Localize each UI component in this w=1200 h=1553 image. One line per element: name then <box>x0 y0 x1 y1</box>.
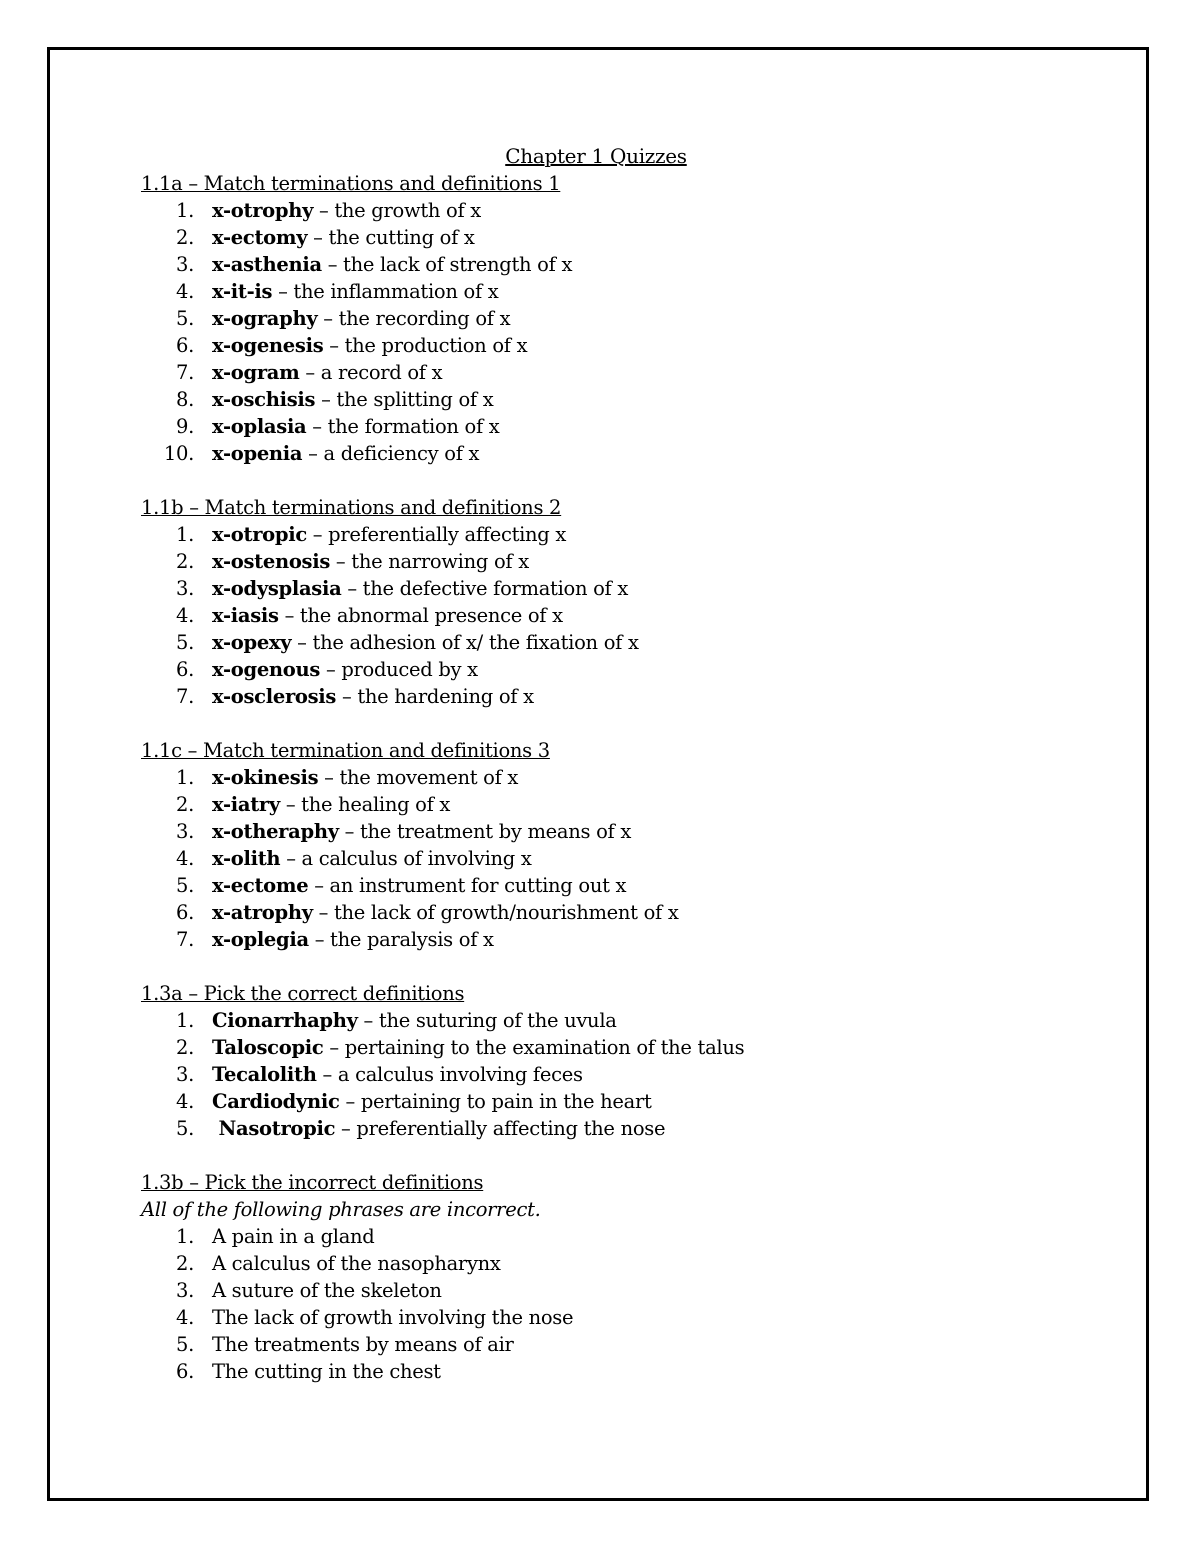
sections-container <box>141 170 1101 1385</box>
item-definition: – pertaining to the examination of the talus <box>323 1036 745 1059</box>
list-item <box>141 1034 1101 1061</box>
item-term: x-openia <box>212 442 303 465</box>
item-term: x-iasis <box>212 604 279 627</box>
list-item <box>141 1250 1101 1277</box>
item-term: x-asthenia <box>212 253 322 276</box>
item-number: 1. <box>175 1225 194 1248</box>
list-item <box>141 440 1101 467</box>
item-definition: – the movement of x <box>318 766 519 789</box>
item-term: x-okinesis <box>212 766 319 789</box>
list-item <box>141 656 1101 683</box>
definition-list <box>141 197 1101 467</box>
list-item <box>141 1007 1101 1034</box>
item-number: 6. <box>175 1360 194 1383</box>
item-number: 2. <box>175 1036 194 1059</box>
item-term: x-ogram <box>212 361 300 384</box>
document-body <box>141 140 1101 1385</box>
item-definition: – the hardening of x <box>336 685 534 708</box>
list-item <box>141 899 1101 926</box>
item-number: 7. <box>175 928 194 951</box>
item-definition: – the abnormal presence of x <box>278 604 563 627</box>
list-item <box>141 575 1101 602</box>
list-item <box>141 791 1101 818</box>
item-definition: The treatments by means of air <box>212 1333 514 1356</box>
quiz-section <box>141 1169 1101 1385</box>
item-number: 4. <box>175 1090 194 1113</box>
item-number: 3. <box>175 1063 194 1086</box>
list-item <box>141 1088 1101 1115</box>
item-term: x-osclerosis <box>212 685 337 708</box>
definition-list <box>141 764 1101 953</box>
definition-list <box>141 1007 1101 1142</box>
list-item <box>141 386 1101 413</box>
item-number: 5. <box>175 1333 194 1356</box>
item-definition: – the lack of growth/nourishment of x <box>312 901 679 924</box>
list-item <box>141 413 1101 440</box>
item-number: 3. <box>175 1279 194 1302</box>
item-definition: – the inflammation of x <box>272 280 499 303</box>
item-definition: – the lack of strength of x <box>321 253 573 276</box>
item-definition: A pain in a gland <box>212 1225 375 1248</box>
item-definition: – the paralysis of x <box>308 928 494 951</box>
quiz-section <box>141 737 1101 953</box>
item-term: x-iatry <box>212 793 280 816</box>
item-number: 4. <box>175 604 194 627</box>
list-item <box>141 278 1101 305</box>
item-definition: – a calculus of involving x <box>280 847 532 870</box>
item-term: x-ectomy <box>212 226 308 249</box>
quiz-section <box>141 494 1101 710</box>
item-term: x-it-is <box>212 280 273 303</box>
item-term: x-otheraphy <box>212 820 339 843</box>
list-item <box>141 845 1101 872</box>
item-term: x-otrophy <box>212 199 314 222</box>
list-item <box>141 764 1101 791</box>
item-definition: The lack of growth involving the nose <box>212 1306 574 1329</box>
list-item <box>141 359 1101 386</box>
definition-list <box>141 1223 1101 1385</box>
item-definition: – the suturing of the uvula <box>357 1009 617 1032</box>
item-number: 4. <box>175 1306 194 1329</box>
item-term: x-ography <box>212 307 318 330</box>
item-term: x-opexy <box>212 631 292 654</box>
item-number: 5. <box>175 307 194 330</box>
item-definition: – the production of x <box>323 334 528 357</box>
list-item <box>141 629 1101 656</box>
item-term: x-oplasia <box>212 415 307 438</box>
item-number: 1. <box>175 766 194 789</box>
section-heading: 1.3b – Pick the incorrect definitions <box>141 1171 484 1194</box>
item-number: 2. <box>175 550 194 573</box>
section-heading: 1.1c – Match termination and definitions 3 <box>141 739 550 762</box>
item-term: Nasotropic <box>212 1117 336 1140</box>
list-item <box>141 818 1101 845</box>
item-term: x-olith <box>212 847 281 870</box>
item-term: Cardiodynic <box>212 1090 340 1113</box>
item-number: 8. <box>175 388 194 411</box>
list-item <box>141 683 1101 710</box>
section-heading: 1.3a – Pick the correct definitions <box>141 982 465 1005</box>
item-definition: – the growth of x <box>313 199 481 222</box>
item-number: 1. <box>175 1009 194 1032</box>
section-heading: 1.1a – Match terminations and definitions 1 <box>141 172 561 195</box>
item-definition: – the treatment by means of x <box>338 820 632 843</box>
section-note: All of the following phrases are incorrect. <box>141 1198 541 1221</box>
list-item <box>141 872 1101 899</box>
item-term: Cionarrhaphy <box>212 1009 358 1032</box>
item-number: 7. <box>175 361 194 384</box>
item-definition: – the recording of x <box>317 307 511 330</box>
item-definition: The cutting in the chest <box>212 1360 441 1383</box>
item-definition: – the defective formation of x <box>341 577 629 600</box>
item-number: 6. <box>175 334 194 357</box>
list-item <box>141 1304 1101 1331</box>
item-definition: – the splitting of x <box>315 388 494 411</box>
list-item <box>141 224 1101 251</box>
list-item <box>141 1223 1101 1250</box>
item-number: 1. <box>175 523 194 546</box>
item-definition: A calculus of the nasopharynx <box>212 1252 501 1275</box>
item-definition: – an instrument for cutting out x <box>308 874 627 897</box>
list-item <box>141 926 1101 953</box>
item-number: 2. <box>175 793 194 816</box>
quiz-section <box>141 980 1101 1142</box>
list-item <box>141 332 1101 359</box>
item-number: 10. <box>163 442 194 465</box>
item-number: 9. <box>175 415 194 438</box>
item-number: 5. <box>175 874 194 897</box>
item-number: 1. <box>175 199 194 222</box>
list-item <box>141 548 1101 575</box>
item-number: 7. <box>175 685 194 708</box>
item-term: x-otropic <box>212 523 307 546</box>
item-term: Tecalolith <box>212 1063 317 1086</box>
item-number: 2. <box>175 226 194 249</box>
item-number: 5. <box>175 1117 194 1140</box>
item-definition: – a deficiency of x <box>302 442 480 465</box>
item-number: 3. <box>175 253 194 276</box>
item-term: x-ostenosis <box>212 550 331 573</box>
list-item <box>141 521 1101 548</box>
item-definition: – the formation of x <box>306 415 500 438</box>
item-number: 6. <box>175 658 194 681</box>
item-definition: – the adhesion of x/ the fixation of x <box>291 631 639 654</box>
item-definition: – preferentially affecting the nose <box>335 1117 666 1140</box>
item-number: 3. <box>175 577 194 600</box>
quiz-section <box>141 170 1101 467</box>
item-definition: – a calculus involving feces <box>316 1063 583 1086</box>
item-definition: – produced by x <box>320 658 478 681</box>
item-term: x-ogenesis <box>212 334 324 357</box>
list-item <box>141 1358 1101 1385</box>
item-definition: – a record of x <box>299 361 443 384</box>
item-number: 5. <box>175 631 194 654</box>
item-definition: – pertaining to pain in the heart <box>339 1090 652 1113</box>
list-item <box>141 197 1101 224</box>
item-number: 4. <box>175 280 194 303</box>
list-item <box>141 1331 1101 1358</box>
item-definition: A suture of the skeleton <box>212 1279 442 1302</box>
item-definition: – the narrowing of x <box>330 550 529 573</box>
item-term: x-oplegia <box>212 928 309 951</box>
definition-list <box>141 521 1101 710</box>
item-term: x-odysplasia <box>212 577 342 600</box>
item-term: x-atrophy <box>212 901 313 924</box>
item-term: x-oschisis <box>212 388 316 411</box>
list-item <box>141 1277 1101 1304</box>
item-definition: – preferentially affecting x <box>306 523 567 546</box>
item-number: 4. <box>175 847 194 870</box>
list-item <box>141 1115 1101 1142</box>
list-item <box>141 251 1101 278</box>
list-item <box>141 602 1101 629</box>
item-definition: – the healing of x <box>279 793 451 816</box>
item-number: 2. <box>175 1252 194 1275</box>
section-heading: 1.1b – Match terminations and definitions 2 <box>141 496 562 519</box>
item-definition: – the cutting of x <box>307 226 475 249</box>
page-title: Chapter 1 Quizzes <box>505 144 687 168</box>
list-item <box>141 1061 1101 1088</box>
item-number: 3. <box>175 820 194 843</box>
list-item <box>141 305 1101 332</box>
item-term: x-ogenous <box>212 658 321 681</box>
item-term: Taloscopic <box>212 1036 324 1059</box>
item-number: 6. <box>175 901 194 924</box>
item-term: x-ectome <box>212 874 309 897</box>
